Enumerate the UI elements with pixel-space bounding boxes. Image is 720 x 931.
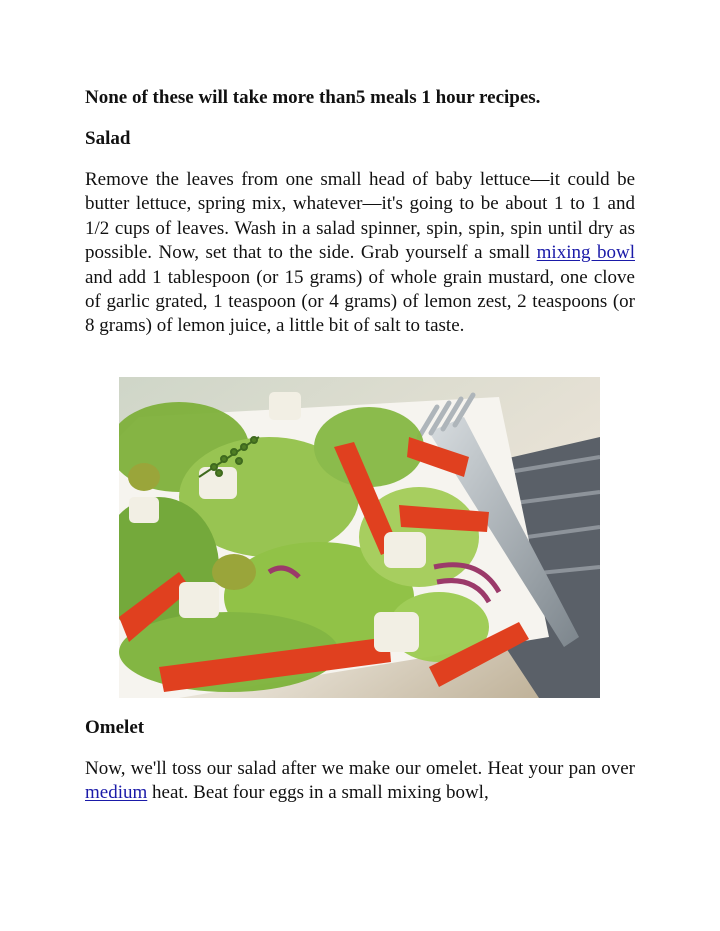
salad-paragraph-text-1: Remove the leaves from one small head of baby lettuce—it could be butter lettuce, spring mix, whatever—it's going to be about 1 to 1 and 1/2 cups of leaves. Wash in a salad spinner, spin, spin, spin until dry as possible. Now, set that to the side. Grab yourself a small <box>85 169 635 264</box>
medium-link[interactable]: medium <box>85 782 148 804</box>
omelet-paragraph-text-2: heat. Beat four eggs in a small mixing bowl, <box>147 782 489 804</box>
intro-text: None of these will take more than5 meals 1 hour recipes. <box>85 87 541 108</box>
salad-photo <box>119 377 600 698</box>
salad-paragraph <box>85 168 635 339</box>
omelet-paragraph-text-1: Now, we'll toss our salad after we make our omelet. Heat your pan over <box>85 758 635 779</box>
omelet-paragraph <box>85 757 635 806</box>
mixing-bowl-link[interactable]: mixing bowl <box>536 242 635 264</box>
omelet-heading: Omelet <box>85 717 145 738</box>
salad-heading: Salad <box>85 128 131 149</box>
salad-paragraph-text-2: and add 1 tablespoon (or 15 grams) of whole grain mustard, one clove of garlic grated, 1 teaspoon (or 4 grams) of lemon zest, 2 teaspoons (or 8 grams) of lemon juice, a little bit of salt to taste. <box>85 266 635 337</box>
